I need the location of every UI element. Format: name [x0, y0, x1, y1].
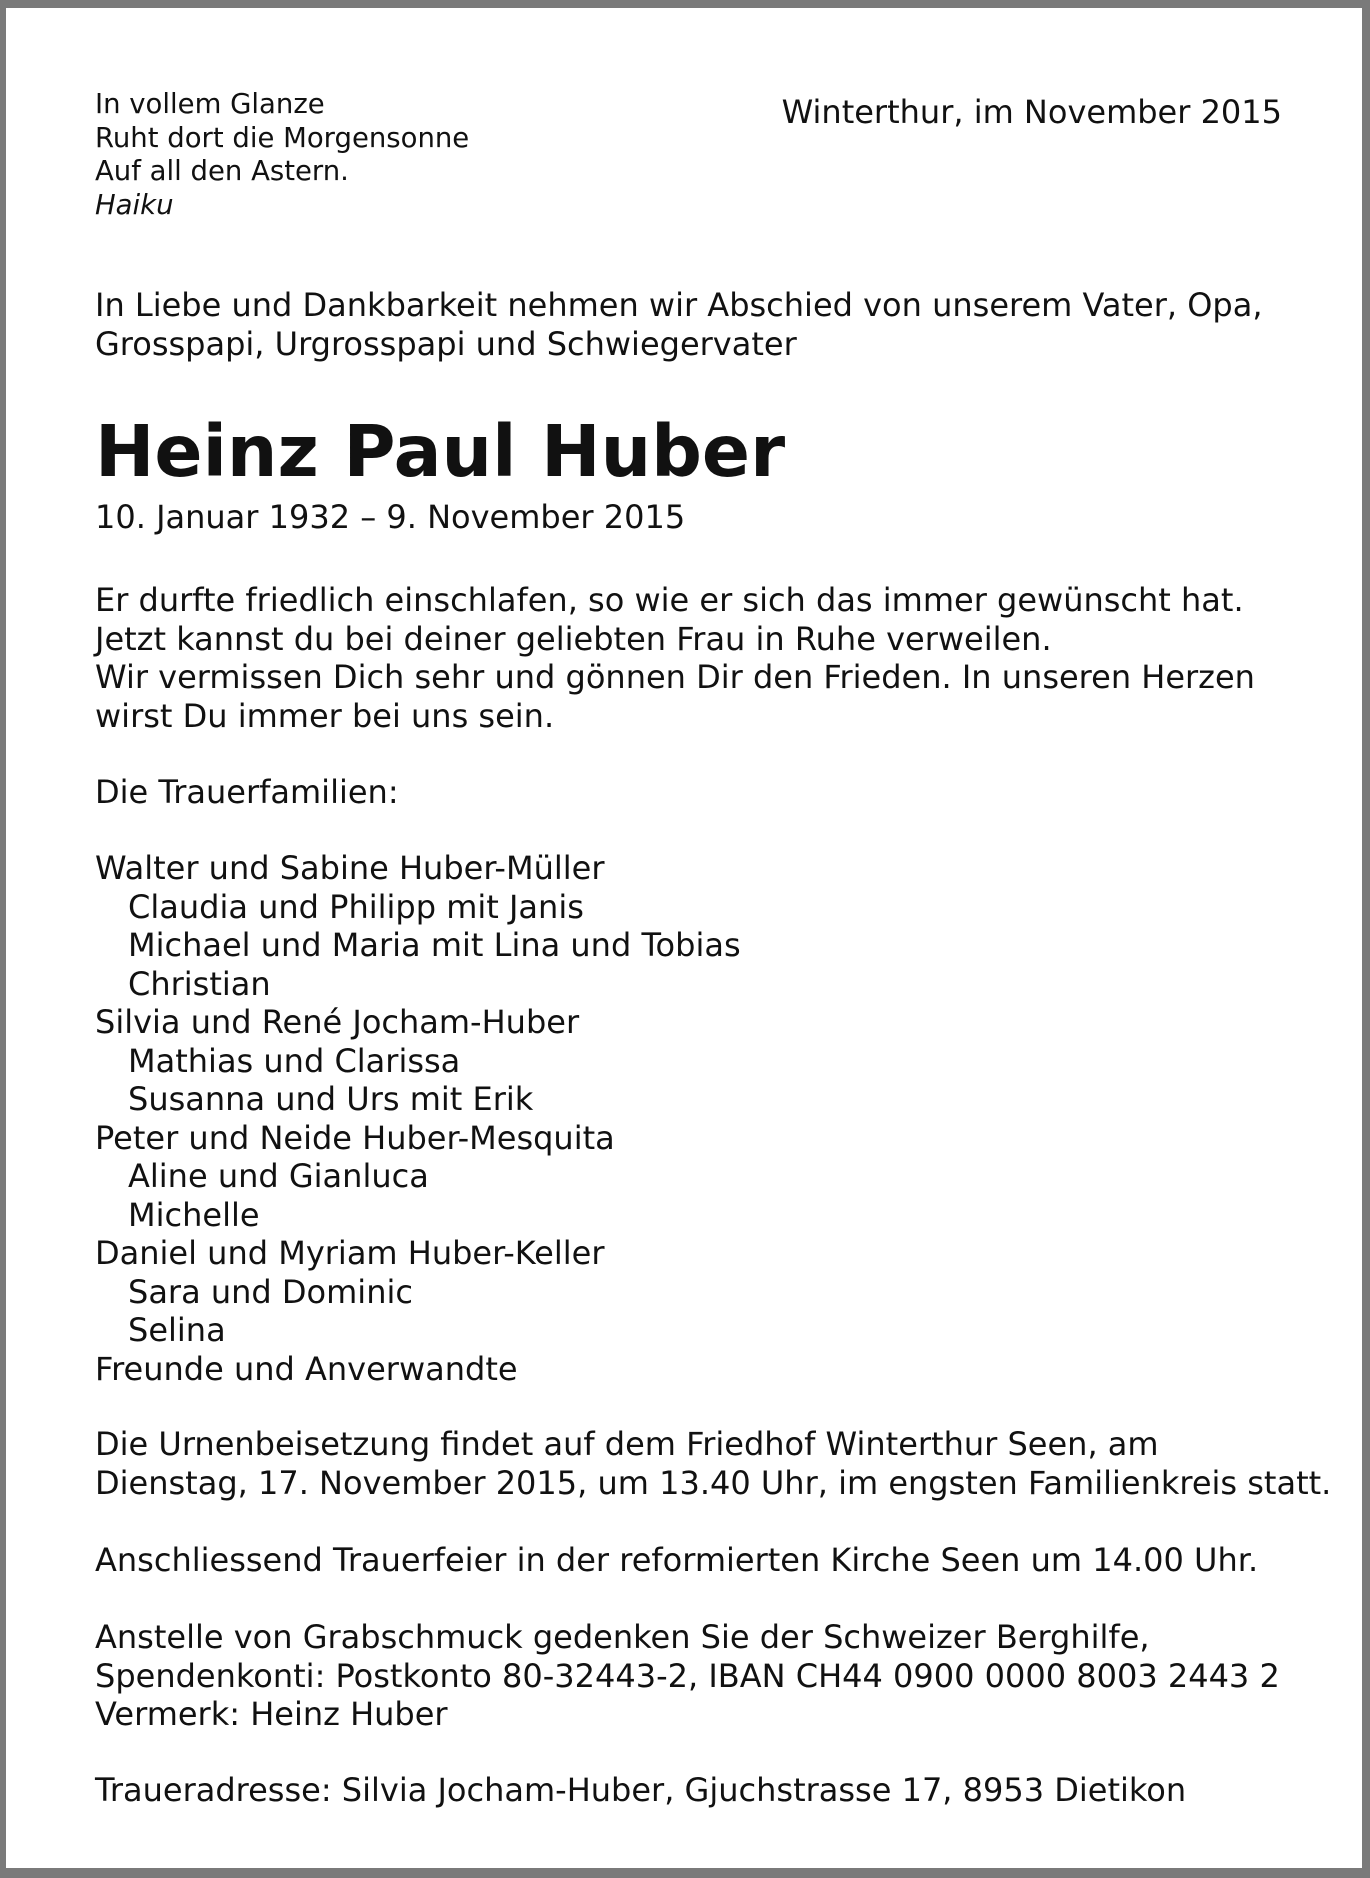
mourner-member: Aline und Gianluca — [128, 1157, 429, 1195]
poem-line: Ruht dort die Morgensonne — [95, 121, 470, 154]
service-line: Anschliessend Trauerfeier in der reformierten Kirche Seen um 14.00 Uhr. — [95, 1541, 1259, 1579]
mourner-member: Susanna und Urs mit Erik — [128, 1080, 534, 1118]
mourner-family: Walter und Sabine Huber-Müller — [95, 849, 605, 887]
mourner-member: Michael und Maria mit Lina und Tobias — [128, 926, 741, 964]
mourning-address — [95, 1771, 1186, 1810]
donation-line: Spendenkonti: Postkonto 80-32443-2, IBAN CH44 0900 0000 8003 2443 2 — [95, 1656, 1280, 1695]
message-line: Er durfte friedlich einschlafen, so wie er sich das immer gewünscht hat. — [95, 581, 1244, 619]
mourner-family: Silvia und René Jocham-Huber — [95, 1003, 580, 1041]
donation-line: Anstelle von Grabschmuck gedenken Sie der Schweizer Berghilfe, — [95, 1618, 1150, 1656]
poem-source: Haiku — [95, 188, 174, 221]
message-line: Jetzt kannst du bei deiner geliebten Frau in Ruhe verweilen. — [95, 619, 1052, 658]
obituary-page — [6, 8, 1362, 1868]
intro-line: Grosspapi, Urgrosspapi und Schwiegervater — [95, 324, 797, 363]
message-line: Wir vermissen Dich sehr und gönnen Dir den Frieden. In unseren Herzen — [95, 658, 1255, 696]
poem-line: In vollem Glanze — [95, 88, 325, 120]
donation-info — [95, 1618, 1280, 1734]
intro-line: In Liebe und Dankbarkeit nehmen wir Abschied von unserem Vater, Opa, — [95, 286, 1263, 324]
intro-text — [95, 286, 1263, 363]
deceased-name: Heinz Paul Huber — [95, 410, 786, 493]
mourner-member: Mathias und Clarissa — [128, 1041, 461, 1080]
message-line: wirst Du immer bei uns sein. — [95, 696, 555, 735]
mourner-member: Michelle — [128, 1195, 260, 1234]
mourner-member: Claudia und Philipp mit Janis — [128, 887, 584, 926]
place-and-date: Winterthur, im November 2015 — [781, 93, 1282, 131]
mourner-family: Daniel und Myriam Huber-Keller — [95, 1234, 605, 1272]
mourners-list — [95, 849, 741, 1388]
mourners-heading-text: Die Trauerfamilien: — [95, 773, 399, 811]
memorial-service-info — [95, 1541, 1258, 1580]
mourner-member: Christian — [128, 964, 271, 1003]
address-line: Traueradresse: Silvia Jocham-Huber, Gjuchstrasse 17, 8953 Dietikon — [95, 1771, 1187, 1809]
life-dates-text: 10. Januar 1932 – 9. November 2015 — [95, 498, 686, 536]
haiku-poem — [95, 88, 469, 222]
donation-line: Vermerk: Heinz Huber — [95, 1695, 448, 1733]
poem-line: Auf all den Astern. — [95, 155, 349, 187]
mourner-member: Selina — [128, 1311, 226, 1349]
burial-line: Die Urnenbeisetzung findet auf dem Friedhof Winterthur Seen, am — [95, 1425, 1159, 1463]
mourner-member: Sara und Dominic — [128, 1272, 413, 1311]
life-dates — [95, 498, 685, 537]
mourner-family: Peter und Neide Huber-Mesquita — [95, 1118, 615, 1157]
burial-line: Dienstag, 17. November 2015, um 13.40 Uhr, im engsten Familienkreis statt. — [95, 1463, 1332, 1502]
farewell-message — [95, 581, 1255, 735]
burial-info — [95, 1425, 1331, 1502]
mourner-friends: Freunde und Anverwandte — [95, 1349, 518, 1388]
mourners-heading — [95, 773, 399, 812]
